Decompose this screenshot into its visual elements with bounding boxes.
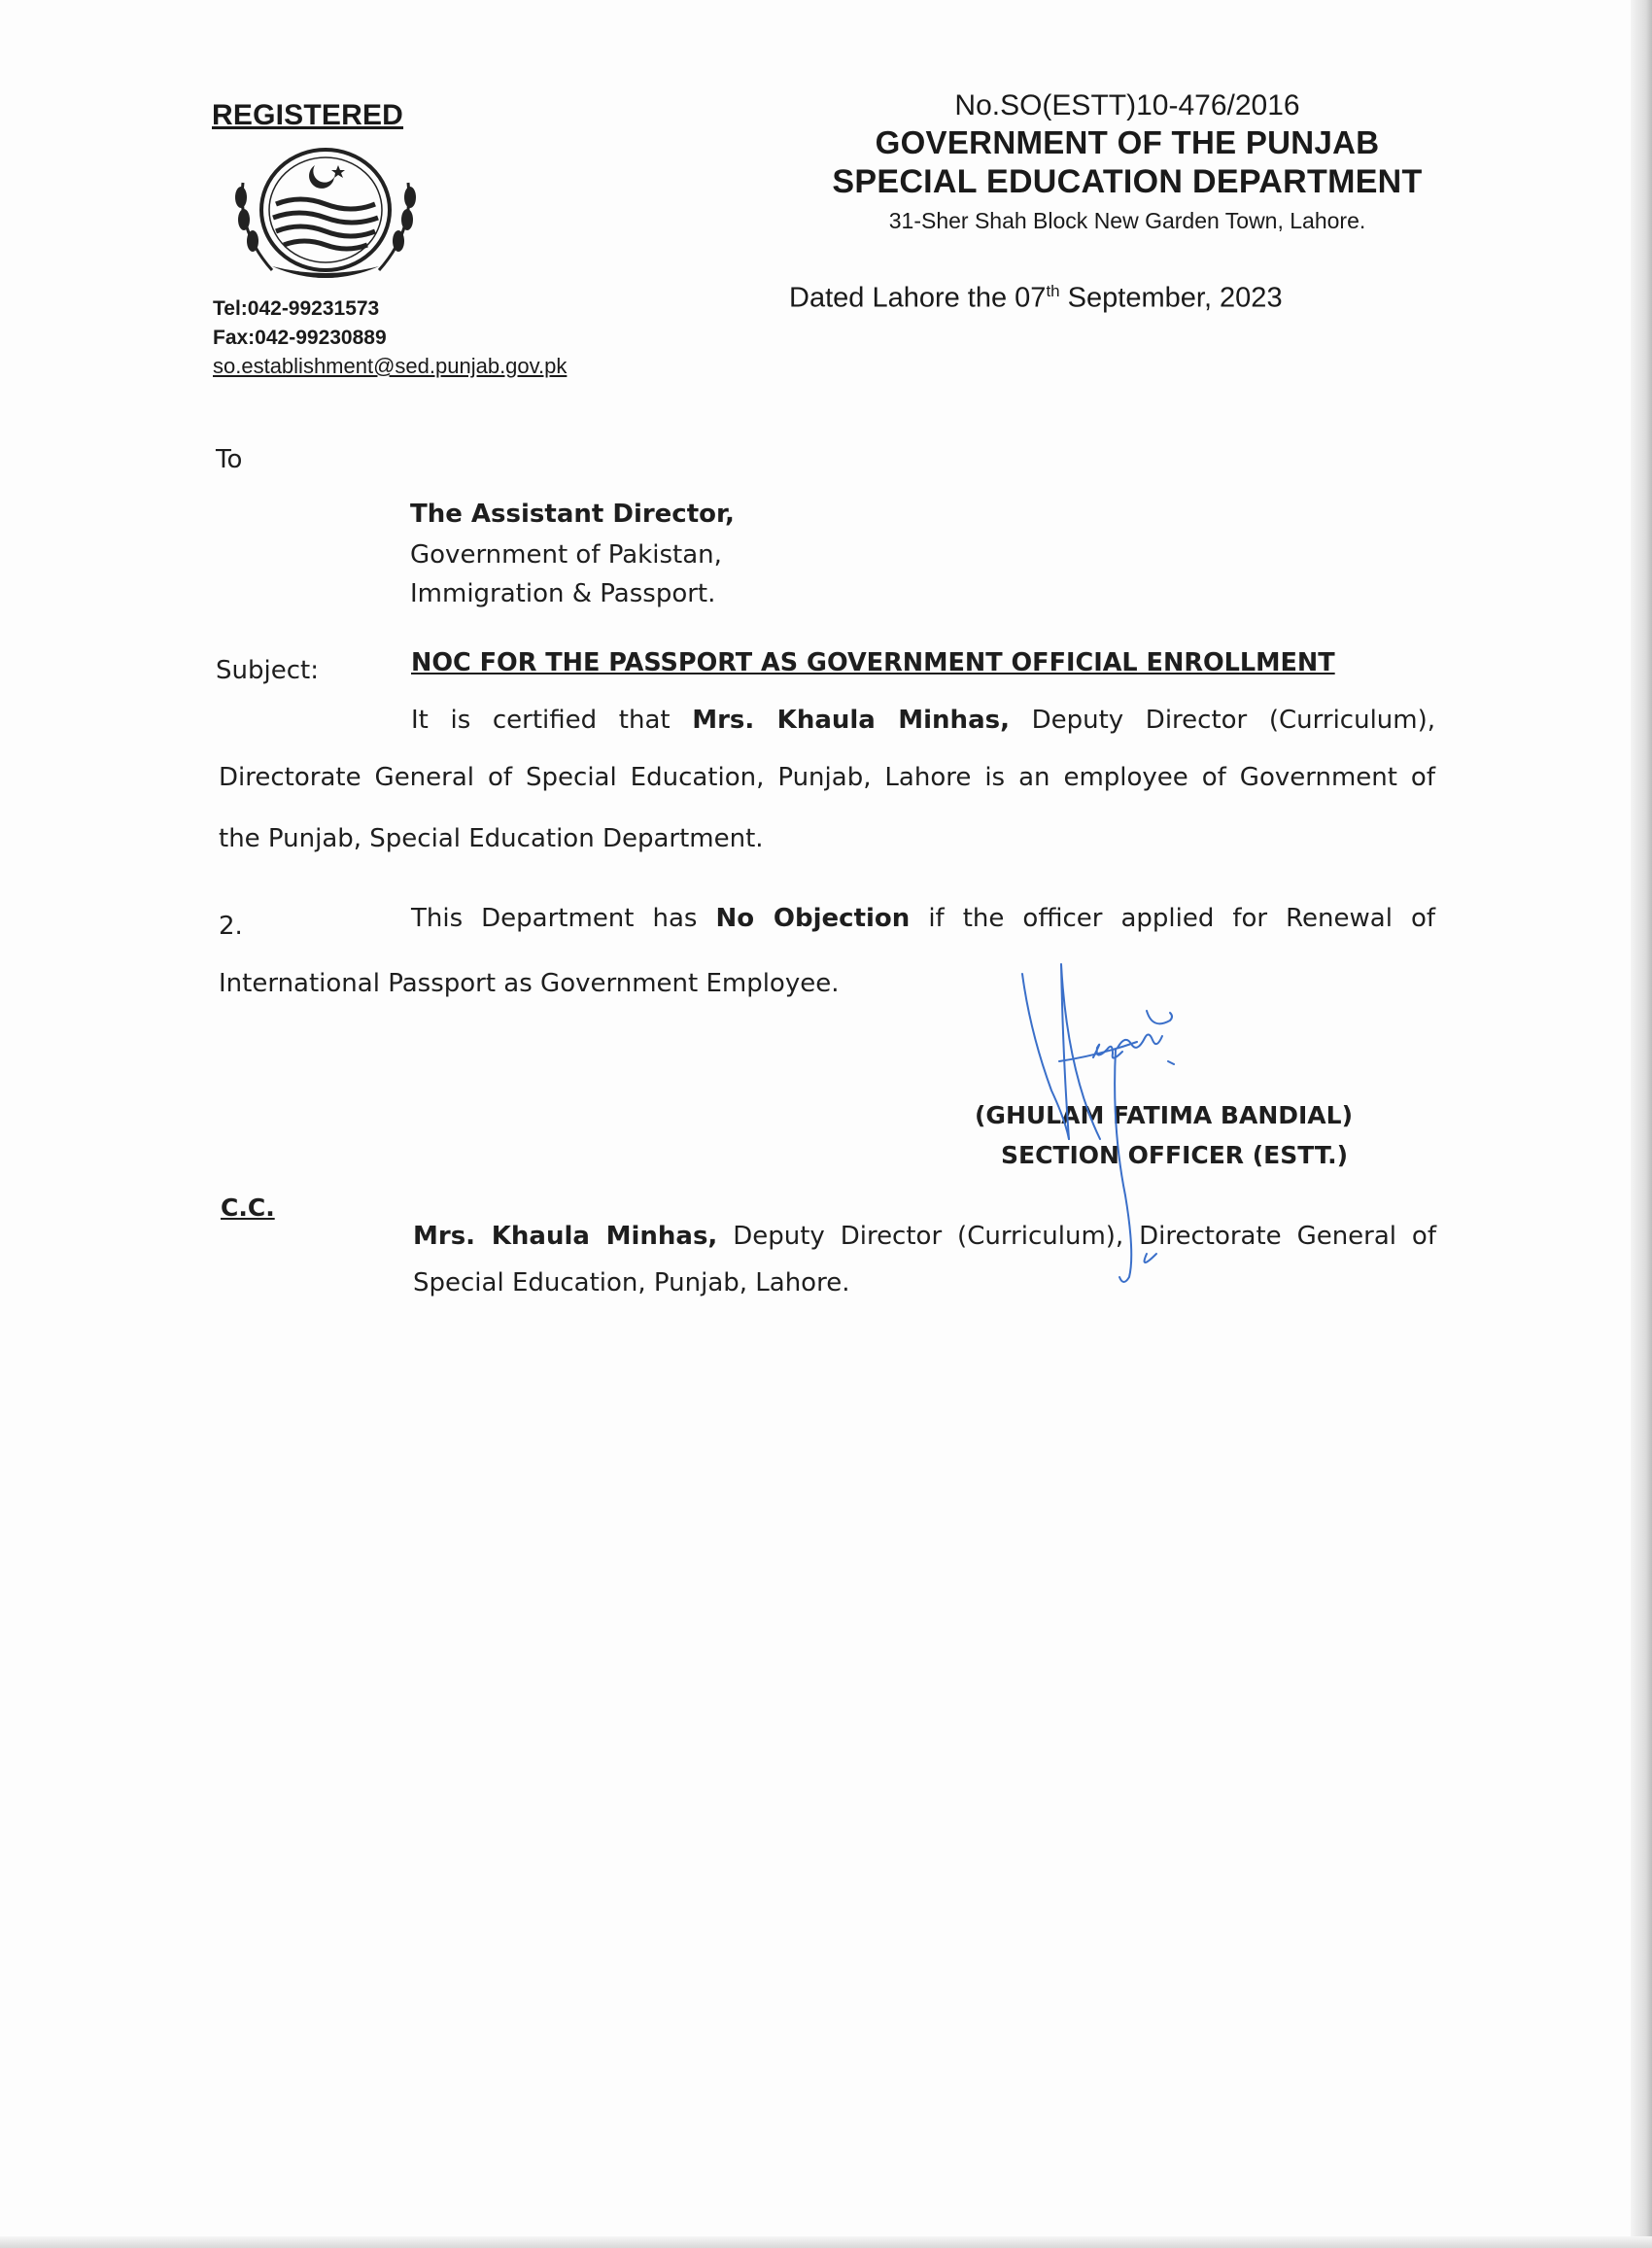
recipient-line-3: Immigration & Passport.	[410, 579, 716, 608]
p1-text-post: Deputy Director (Curriculum),	[1009, 706, 1436, 735]
signatory-title: SECTION OFFICER (ESTT.)	[1001, 1141, 1349, 1169]
telephone-number: Tel:042-99231573	[213, 297, 380, 320]
cc-text-post: Deputy Director (Curriculum), Directorate General of	[717, 1222, 1436, 1251]
registered-label: REGISTERED	[212, 99, 404, 131]
p2-text-pre: This Department has	[411, 904, 716, 933]
government-heading: GOVERNMENT OF THE PUNJAB	[875, 124, 1380, 160]
paragraph-2-line-2: International Passport as Government Employee.	[219, 969, 840, 998]
p2-text-post: if the officer applied for Renewal of	[910, 904, 1436, 933]
subject-text: NOC FOR THE PASSPORT AS GOVERNMENT OFFICIAL ENROLLMENT	[411, 648, 1335, 677]
email-link[interactable]: so.establishment@sed.punjab.gov.pk	[213, 354, 568, 378]
office-address: 31-Sher Shah Block New Garden Town, Lahore.	[888, 208, 1366, 233]
paragraph-2-number: 2.	[219, 912, 243, 941]
p1-text-pre: It is certified that	[411, 706, 693, 735]
date-ordinal: th	[1046, 282, 1060, 300]
punjab-seal-icon	[229, 144, 422, 290]
cc-line-2: Special Education, Punjab, Lahore.	[413, 1268, 850, 1297]
recipient-line-2: Government of Pakistan,	[410, 540, 722, 570]
paragraph-2-line-1	[411, 904, 1435, 933]
cc-employee-name: Mrs. Khaula Minhas,	[413, 1222, 718, 1251]
letter-date	[789, 282, 1283, 315]
department-heading: SPECIAL EDUCATION DEPARTMENT	[832, 163, 1423, 200]
no-objection-phrase: No Objection	[715, 904, 911, 933]
date-suffix: September, 2023	[1059, 282, 1283, 314]
cc-line-1	[413, 1222, 1436, 1251]
date-prefix: Dated Lahore the 07	[789, 282, 1047, 314]
reference-number: No.SO(ESTT)10-476/2016	[954, 89, 1300, 121]
paragraph-1-line-1	[411, 706, 1435, 735]
signatory-name: (GHULAM FATIMA BANDIAL)	[975, 1101, 1354, 1129]
page-edge-bottom	[0, 2236, 1652, 2248]
paragraph-1-line-2: Directorate General of Special Education, Punjab, Lahore is an employee of Government of	[219, 763, 1435, 792]
employee-name: Mrs. Khaula Minhas,	[692, 706, 1010, 735]
to-label: To	[216, 445, 243, 474]
paragraph-1-line-3: the Punjab, Special Education Department.	[219, 824, 764, 853]
page-edge-right	[1631, 0, 1652, 2248]
fax-number: Fax:042-99230889	[213, 327, 387, 349]
subject-label: Subject:	[216, 656, 319, 685]
cc-label: C.C.	[221, 1193, 275, 1222]
recipient-line-1: The Assistant Director,	[410, 500, 735, 529]
